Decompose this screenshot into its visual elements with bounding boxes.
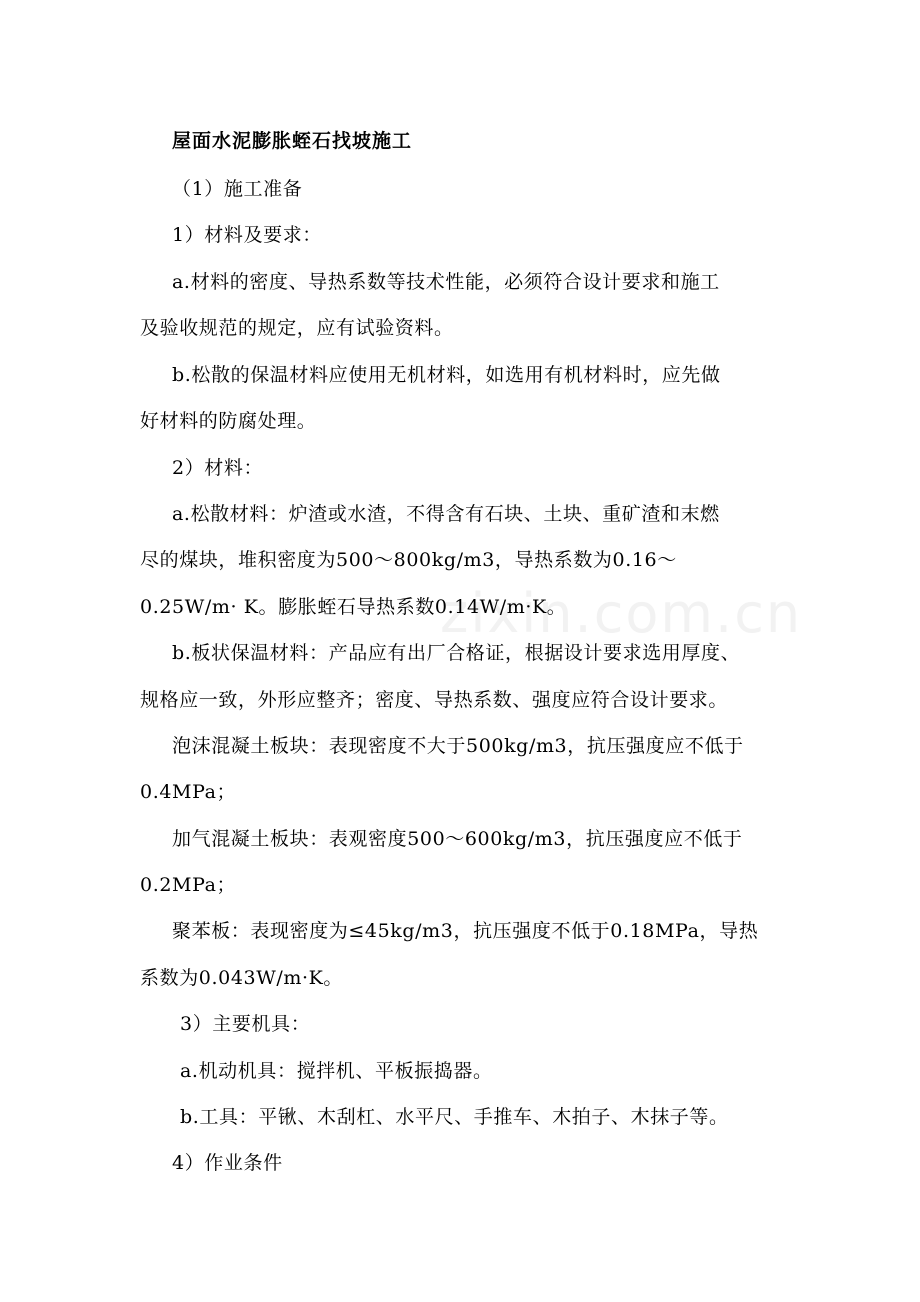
paragraph-line: a.机动机具：搅拌机、平板振捣器。	[180, 1060, 493, 1082]
paragraph-line: 好材料的防腐处理。	[140, 410, 317, 432]
paragraph-line: b.板状保温材料：产品应有出厂合格证，根据设计要求选用厚度、	[172, 642, 741, 664]
paragraph-line: 0.2MPa；	[140, 874, 237, 896]
paragraph-line: b.工具：平锹、木刮杠、水平尺、手推车、木拍子、木抹子等。	[180, 1106, 729, 1128]
paragraph-line: b.松散的保温材料应使用无机材料，如选用有机材料时，应先做	[172, 364, 721, 386]
paragraph-line: 尽的煤块，堆积密度为500～800kg/m3，导热系数为0.16～	[140, 549, 677, 571]
paragraph-line: a.材料的密度、导热系数等技术性能，必须符合设计要求和施工	[172, 271, 720, 293]
paragraph-line: a.松散材料：炉渣或水渣，不得含有石块、土块、重矿渣和末燃	[172, 503, 720, 525]
section-heading-preparation: （1）施工准备	[172, 178, 303, 200]
paragraph-line: 系数为0.043W/m·K。	[140, 967, 343, 989]
subsection-heading-equipment: 3）主要机具：	[180, 1013, 311, 1035]
paragraph-line: 规格应一致，外形应整齐；密度、导热系数、强度应符合设计要求。	[140, 689, 729, 711]
paragraph-line: 及验收规范的规定，应有试验资料。	[140, 317, 454, 339]
paragraph-line: 0.4MPa；	[140, 781, 237, 803]
subsection-heading-work-conditions: 4）作业条件	[172, 1152, 283, 1174]
paragraph-line: 加气混凝土板块：表观密度500～600kg/m3，抗压强度应不低于	[172, 828, 743, 850]
watermark: zixin.com.cn	[440, 582, 803, 645]
document-title: 屋面水泥膨胀蛭石找坡施工	[172, 130, 413, 152]
paragraph-line: 0.25W/m· K。膨胀蛭石导热系数0.14W/m·K。	[140, 596, 567, 618]
paragraph-line: 聚苯板：表现密度为≤45kg/m3，抗压强度不低于0.18MPa，导热	[172, 920, 759, 942]
paragraph-line: 泡沫混凝土板块：表现密度不大于500kg/m3，抗压强度应不低于	[172, 735, 744, 757]
subsection-heading-materials: 2）材料：	[172, 457, 264, 479]
subsection-heading-materials-requirements: 1）材料及要求：	[172, 224, 322, 246]
